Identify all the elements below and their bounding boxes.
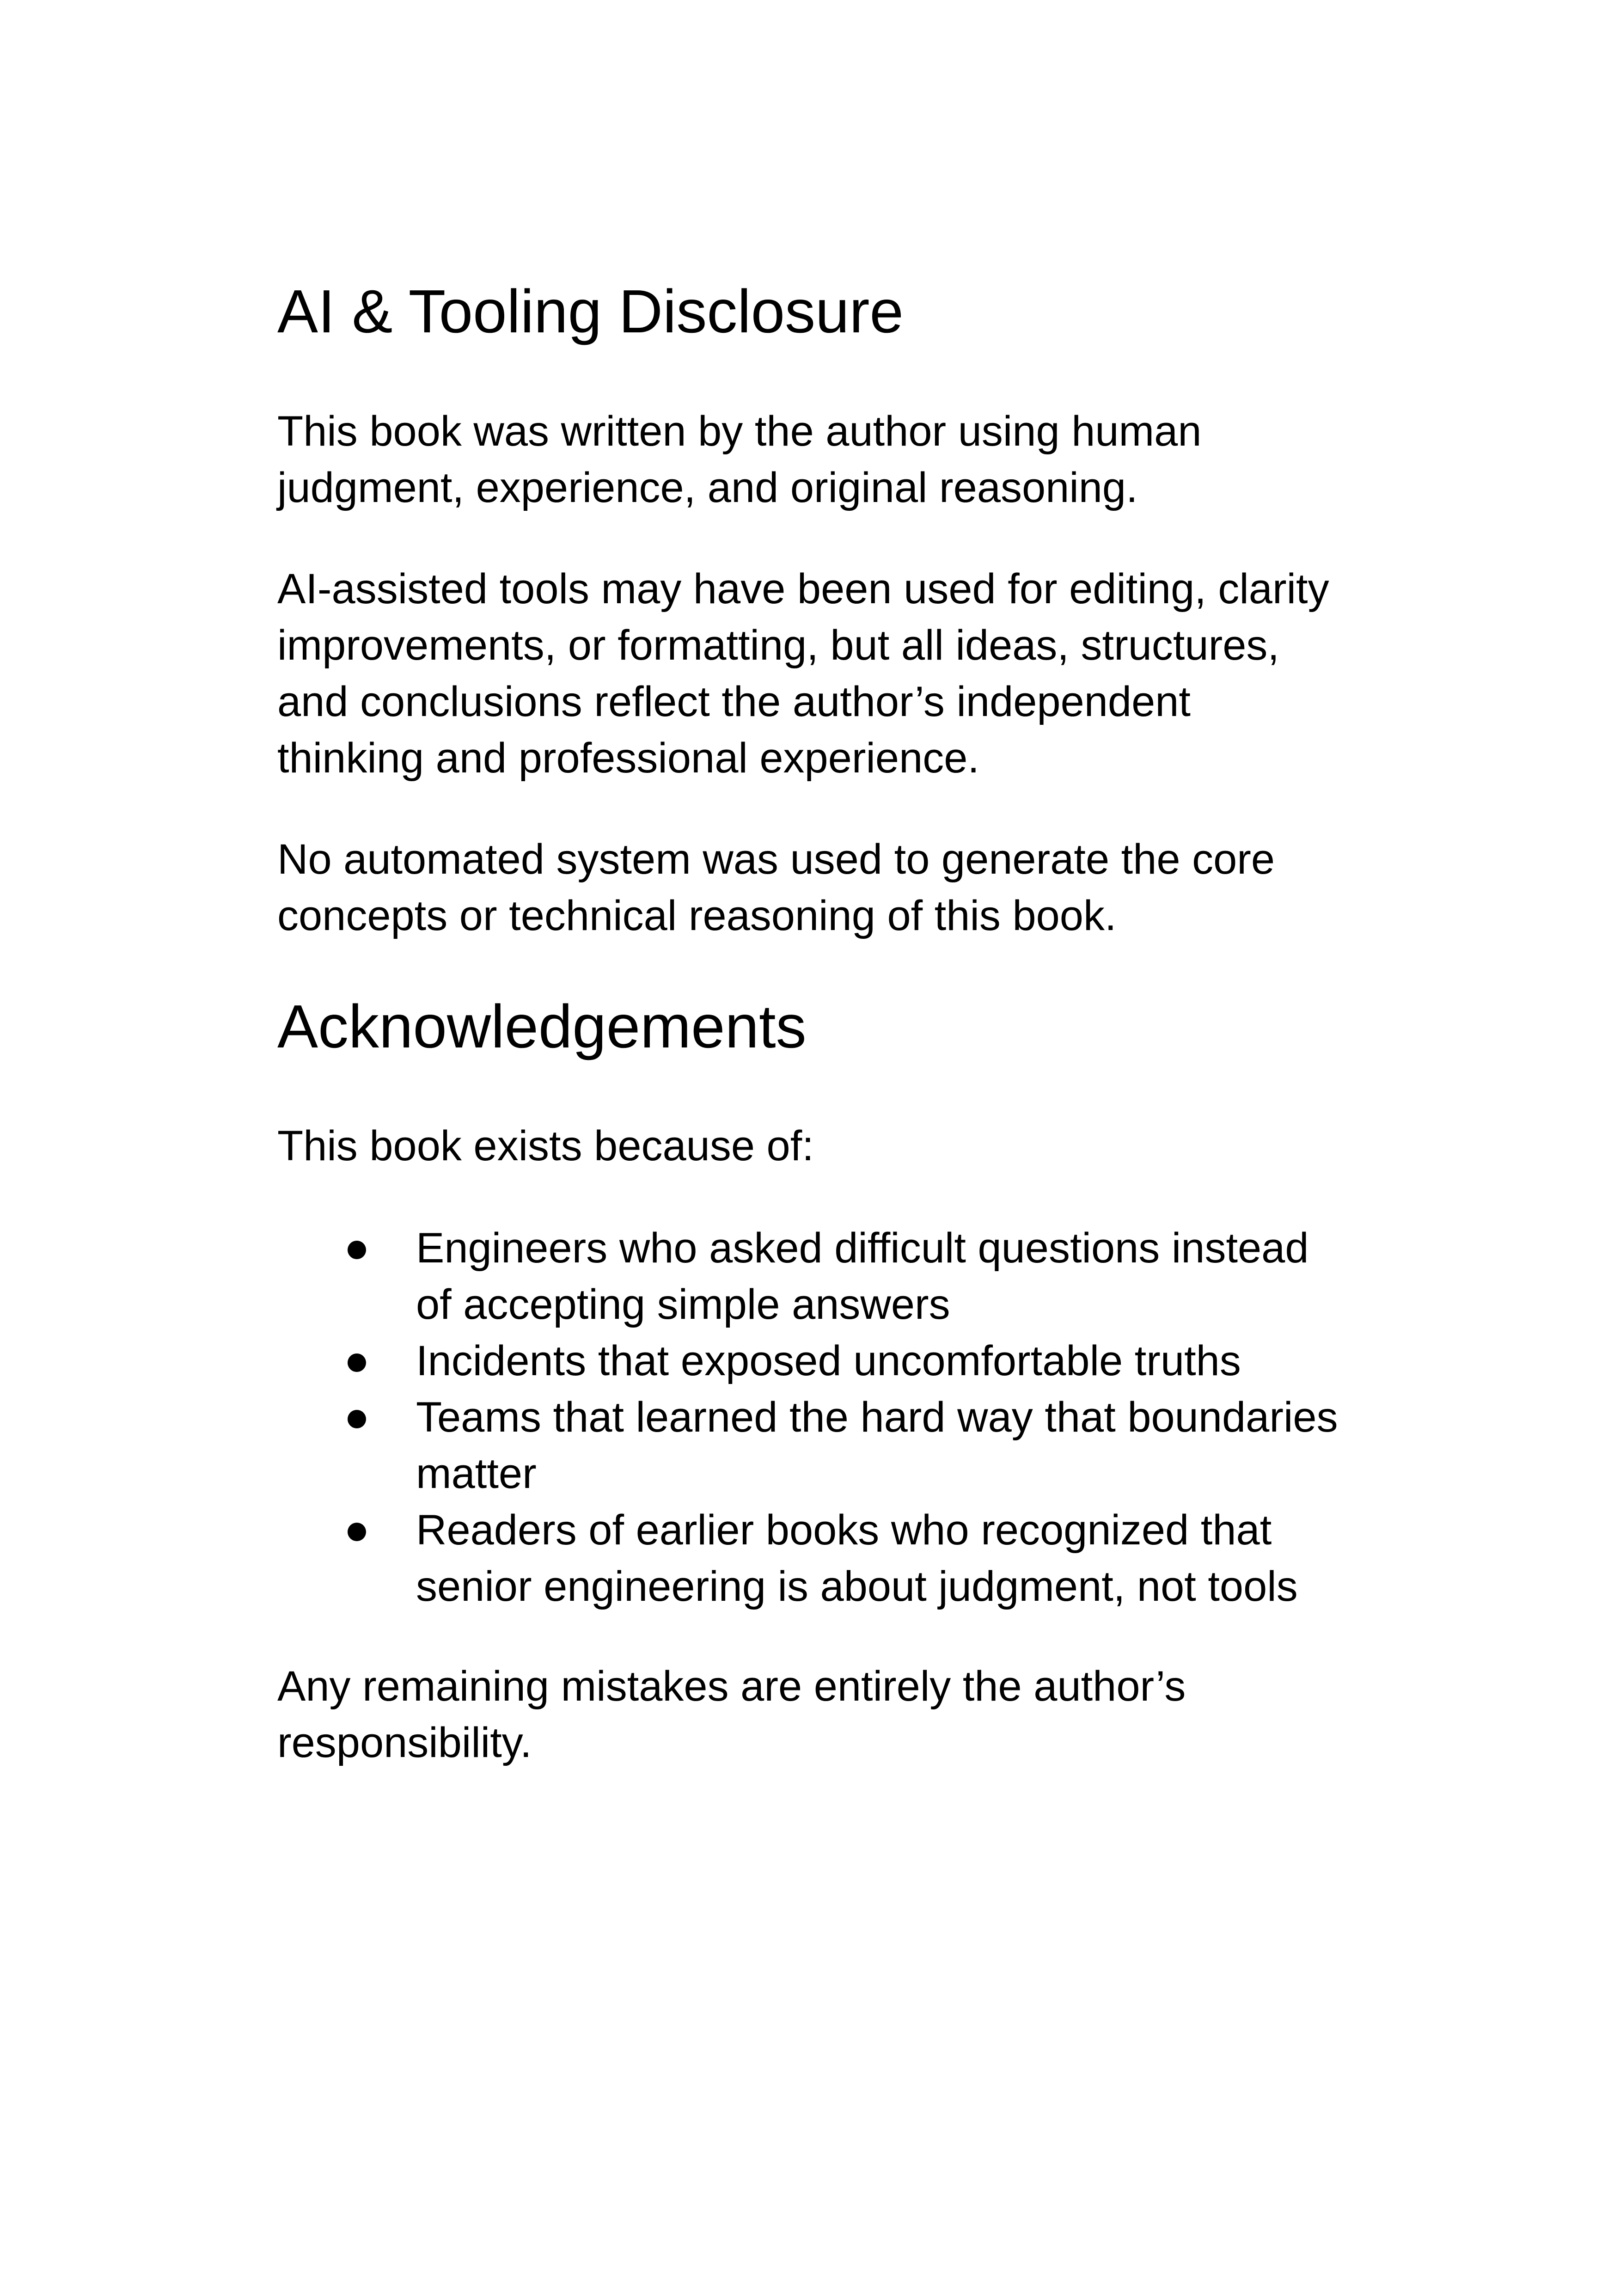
text-line: thinking and professional experience. xyxy=(277,735,979,782)
text-line: Readers of earlier books who recognized that xyxy=(416,1506,1272,1554)
text-line: judgment, experience, and original reasoning. xyxy=(277,464,1138,511)
text-line: Any remaining mistakes are entirely the author’s xyxy=(277,1663,1186,1710)
list-item xyxy=(277,1220,1338,1333)
text-line: and conclusions reflect the author’s independent xyxy=(277,678,1191,725)
text-line: senior engineering is about judgment, not tools xyxy=(416,1563,1298,1610)
text-line: AI-assisted tools may have been used for editing, clarity xyxy=(277,565,1329,612)
bullet-icon xyxy=(348,1353,366,1372)
disclosure-paragraph-3 xyxy=(277,831,1275,944)
text-line: Teams that learned the hard way that boundaries xyxy=(416,1394,1338,1441)
list-item xyxy=(277,1502,1338,1615)
text-line: matter xyxy=(416,1450,537,1497)
text-line: This book was written by the author using human xyxy=(277,408,1202,455)
text-line: of accepting simple answers xyxy=(416,1281,950,1328)
acknowledgements-intro xyxy=(277,1118,814,1174)
list-item xyxy=(277,1333,1338,1389)
text-line: This book exists because of: xyxy=(277,1122,814,1169)
disclosure-paragraph-2 xyxy=(277,561,1329,786)
disclosure-title: AI & Tooling Disclosure xyxy=(277,277,904,345)
text-line: No automated system was used to generate the core xyxy=(277,836,1275,883)
disclosure-paragraph-1 xyxy=(277,403,1202,516)
text-line: concepts or technical reasoning of this book. xyxy=(277,892,1117,939)
bullet-icon xyxy=(348,1410,366,1428)
acknowledgements-list xyxy=(277,1220,1338,1615)
list-item xyxy=(277,1389,1338,1502)
text-line: improvements, or formatting, but all ideas, structures, xyxy=(277,622,1279,669)
bullet-icon xyxy=(348,1241,366,1259)
text-line: Engineers who asked difficult questions instead xyxy=(416,1225,1309,1272)
acknowledgements-closing xyxy=(277,1658,1186,1771)
text-line: responsibility. xyxy=(277,1719,532,1766)
bullet-icon xyxy=(348,1523,366,1541)
acknowledgements-title: Acknowledgements xyxy=(277,992,807,1060)
text-line: Incidents that exposed uncomfortable truths xyxy=(416,1337,1241,1384)
